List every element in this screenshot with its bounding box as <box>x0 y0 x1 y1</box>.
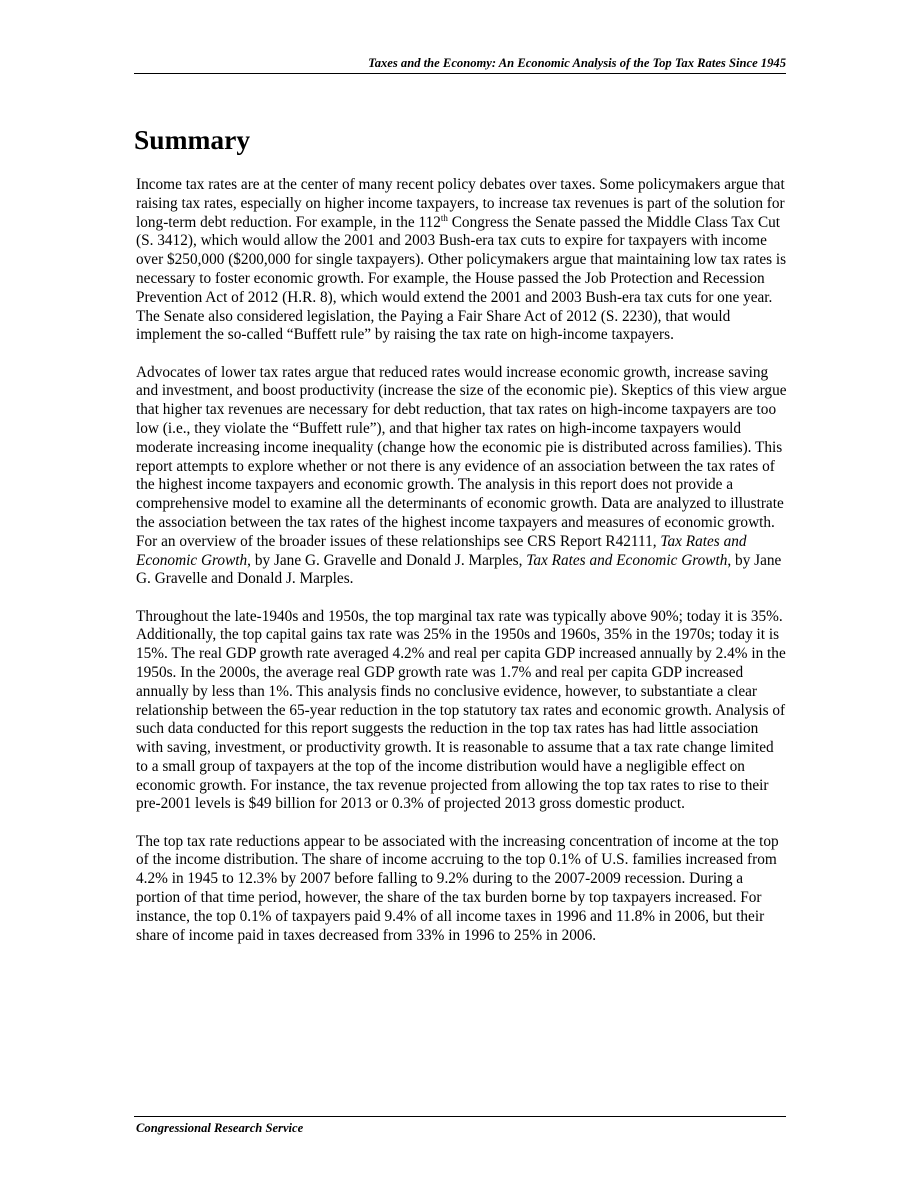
paragraph-2-text-b: , by Jane G. Gravelle and Donald J. Marples, <box>247 551 527 569</box>
paragraph-4: The top tax rate reductions appear to be associated with the increasing concentration of income at the top of the income distribution. The share of income accruing to the top 0.1% of U.S. families increased from 4.2% in 1945 to 12.3% by 2007 before falling to 9.2% during to the 2007-2009 recession. During a portion of that time period, however, the share of the tax burden borne by top taxpayers increased. For instance, the top 0.1% of taxpayers paid 9.4% of all income taxes in 1996 and 11.8% in 2006, but their share of income paid in taxes decreased from 33% in 1996 to 25% in 2006. <box>136 832 779 944</box>
paragraph-3: Throughout the late-1940s and 1950s, the top marginal tax rate was typically above 90%; today it is 35%. Additionally, the top capital gains tax rate was 25% in the 1950s and 1960s, 35% in the 1970s; today it is 15%. The real GDP growth rate averaged 4.2% and real per capita GDP increased annually by 2.4% in the 1950s. In the 2000s, the average real GDP growth rate was 1.7% and real per capita GDP increased annually by less than 1%. This analysis finds no conclusive evidence, however, to substantiate a clear relationship between the 65-year reduction in the top statutory tax rates and economic growth. Analysis of such data conducted for this report suggests the reduction in the top tax rates has had little association with saving, investment, or productivity growth. It is reasonable to assume that a tax rate change limited to a small group of taxpayers at the top of the income distribution would have a negligible effect on economic growth. For instance, the tax revenue projected from allowing the top tax rates to rise to their pre-2001 levels is $49 billion for 2013 or 0.3% of projected 2013 gross domestic product. <box>136 607 786 813</box>
paragraph-2 <box>136 364 788 590</box>
paragraph-2-text-c: , by Jane G. Gravelle and Donald J. Marples. <box>136 551 782 588</box>
paragraph-1-text-b: Congress the Senate passed the Middle Class Tax Cut (S. 3412), which would allow the 2001 and 2003 Bush-era tax cuts to expire for taxpayers with income over $250,000 ($200,000 for single taxpayers). Other policymakers argue that maintaining low tax rates is necessary to foster economic growth. For example, the House passed the Job Protection and Recession Prevention Act of 2012 (H.R. 8), which would extend the 2001 and 2003 Bush-era tax cuts for one year. The Senate also considered legislation, the Paying a Fair Share Act of 2012 (S. 2230), that would implement the so-called “Buffett rule” by raising the tax rate on high-income taxpayers. <box>136 213 787 344</box>
running-footer: Congressional Research Service <box>136 1121 304 1135</box>
ordinal-suffix: th <box>440 212 448 223</box>
body-text <box>136 176 788 964</box>
paragraph-1 <box>136 176 788 345</box>
report-citation-title: Tax Rates and Economic Growth <box>526 551 728 569</box>
header-divider <box>134 73 786 74</box>
footer-divider <box>134 1116 786 1117</box>
paragraph-1-text-a: Income tax rates are at the center of many recent policy debates over taxes. Some policymakers argue that raising tax rates, especially on higher income taxpayers, to increase tax revenues is part of the solution for long-term debt reduction. For example, in the 112 <box>136 176 785 231</box>
running-header: Taxes and the Economy: An Economic Analysis of the Top Tax Rates Since 1945 <box>368 56 786 70</box>
report-citation-title: Tax Rates and Economic Growth <box>136 532 747 569</box>
page-title: Summary <box>134 124 251 155</box>
paragraph-2-text-a: Advocates of lower tax rates argue that reduced rates would increase economic growth, increase saving and investment, and boost productivity (increase the size of the economic pie). Skeptics of this view argue that higher tax revenues are necessary for debt reduction, that tax rates on high-income taxpayers are too low (i.e., they violate the “Buffett rule”), and that higher tax rates on high-income taxpayers would moderate increasing income inequality (change how the economic pie is distributed across families). This report attempts to explore whether or not there is any evidence of an association between the tax rates of the highest income taxpayers and economic growth. The analysis in this report does not provide a comprehensive model to examine all the determinants of economic growth. Data are analyzed to illustrate the association between the tax rates of the highest income taxpayers and measures of economic growth. For an overview of the broader issues of these relationships see CRS Report R42111, <box>136 363 787 550</box>
